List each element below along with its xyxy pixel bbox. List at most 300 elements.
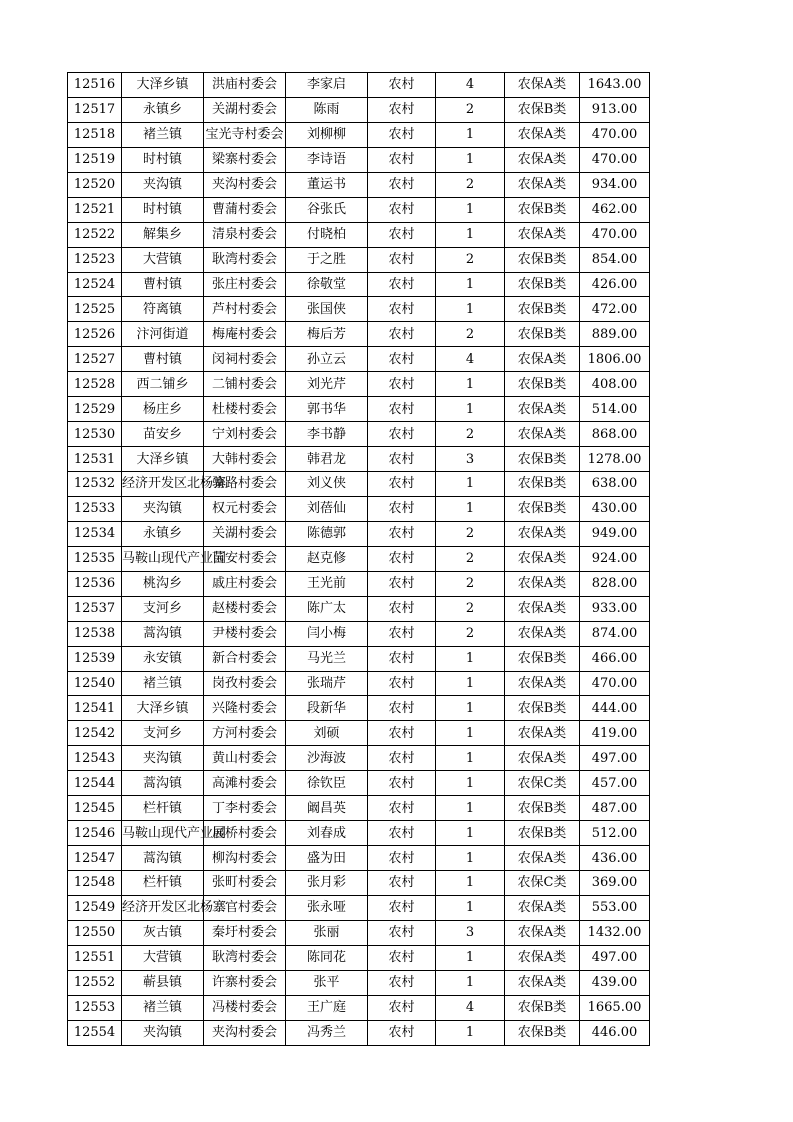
amount-cell: 828.00: [580, 571, 650, 596]
area-type-cell: 农村: [368, 73, 436, 98]
row-id-cell: 12553: [68, 995, 122, 1020]
person-name-cell: 李书静: [286, 422, 368, 447]
area-type-cell: 农村: [368, 1020, 436, 1045]
area-type-cell: 农村: [368, 147, 436, 172]
village-cell: 关湖村委会: [204, 521, 286, 546]
village-cell: 张町村委会: [204, 871, 286, 896]
table-row: [68, 970, 650, 995]
row-id-cell: 12532: [68, 472, 122, 497]
amount-cell: 462.00: [580, 197, 650, 222]
person-name-cell: 张丽: [286, 920, 368, 945]
town-cell: [122, 521, 204, 546]
table-row: [68, 796, 650, 821]
table-row: [68, 1020, 650, 1045]
table-row: [68, 721, 650, 746]
village-cell: 丁李村委会: [204, 796, 286, 821]
amount-cell: 1806.00: [580, 347, 650, 372]
area-type-cell: 农村: [368, 197, 436, 222]
town-cell: [122, 496, 204, 521]
town-cell: [122, 746, 204, 771]
household-count-cell: 1: [436, 671, 505, 696]
household-count-cell: 4: [436, 73, 505, 98]
amount-cell: 1278.00: [580, 447, 650, 472]
table-row: [68, 546, 650, 571]
village-cell: 清泉村委会: [204, 222, 286, 247]
person-name-cell: 郭书华: [286, 397, 368, 422]
village-cell: 许寨村委会: [204, 970, 286, 995]
row-id-cell: 12545: [68, 796, 122, 821]
town-cell: [122, 721, 204, 746]
table-row: [68, 172, 650, 197]
town-cell: [122, 422, 204, 447]
insurance-class-cell: 农保A类: [505, 970, 580, 995]
town-cell: [122, 297, 204, 322]
table-row: [68, 871, 650, 896]
row-id-cell: 12539: [68, 646, 122, 671]
town-cell: [122, 821, 227, 846]
person-name-cell: 于之胜: [286, 247, 368, 272]
row-id-cell: 12519: [68, 147, 122, 172]
amount-cell: 444.00: [580, 696, 650, 721]
table-row: [68, 846, 650, 871]
insurance-class-cell: 农保A类: [505, 422, 580, 447]
amount-cell: 924.00: [580, 546, 650, 571]
person-name-cell: 张平: [286, 970, 368, 995]
insurance-class-cell: 农保B类: [505, 1020, 580, 1045]
amount-cell: 439.00: [580, 970, 650, 995]
table-row: [68, 147, 650, 172]
amount-cell: 472.00: [580, 297, 650, 322]
village-cell: 方河村委会: [204, 721, 286, 746]
data-table: [67, 72, 650, 1046]
town-cell: [122, 596, 204, 621]
row-id-cell: 12524: [68, 272, 122, 297]
insurance-class-cell: 农保B类: [505, 247, 580, 272]
town-cell: [122, 1020, 204, 1045]
amount-cell: 408.00: [580, 372, 650, 397]
row-id-cell: 12547: [68, 846, 122, 871]
town-text: 汴河街道: [136, 326, 189, 342]
row-id-cell: 12525: [68, 297, 122, 322]
household-count-cell: 1: [436, 496, 505, 521]
row-id-cell: 12548: [68, 871, 122, 896]
town-text: 夹沟镇: [142, 1025, 182, 1041]
table-row: [68, 646, 650, 671]
area-type-cell: 农村: [368, 920, 436, 945]
person-name-cell: 冯秀兰: [286, 1020, 368, 1045]
area-type-cell: 农村: [368, 422, 436, 447]
insurance-class-cell: 农保A类: [505, 746, 580, 771]
town-cell: [122, 222, 204, 247]
town-text: 大泽乡镇: [136, 700, 189, 716]
town-cell: [122, 846, 204, 871]
area-type-cell: 农村: [368, 721, 436, 746]
area-type-cell: 农村: [368, 970, 436, 995]
household-count-cell: 2: [436, 596, 505, 621]
village-cell: 耿湾村委会: [204, 247, 286, 272]
insurance-class-cell: 农保A类: [505, 73, 580, 98]
area-type-cell: 农村: [368, 472, 436, 497]
person-name-cell: 李诗语: [286, 147, 368, 172]
household-count-cell: 1: [436, 197, 505, 222]
village-cell: 岗孜村委会: [204, 671, 286, 696]
village-cell: 黄山村委会: [204, 746, 286, 771]
insurance-class-cell: 农保B类: [505, 97, 580, 122]
town-text: 桃沟乡: [142, 576, 182, 592]
person-name-cell: 马光兰: [286, 646, 368, 671]
row-id-cell: 12530: [68, 422, 122, 447]
amount-cell: 913.00: [580, 97, 650, 122]
household-count-cell: 1: [436, 721, 505, 746]
town-cell: [122, 920, 204, 945]
table-row: [68, 596, 650, 621]
household-count-cell: 2: [436, 97, 505, 122]
village-cell: 宝光寺村委会: [204, 122, 286, 147]
town-cell: [122, 397, 204, 422]
area-type-cell: 农村: [368, 895, 436, 920]
amount-cell: 949.00: [580, 521, 650, 546]
insurance-class-cell: 农保A类: [505, 571, 580, 596]
row-id-cell: 12533: [68, 496, 122, 521]
row-id-cell: 12522: [68, 222, 122, 247]
household-count-cell: 2: [436, 546, 505, 571]
row-id-cell: 12544: [68, 771, 122, 796]
town-text: 大营镇: [142, 252, 182, 268]
household-count-cell: 2: [436, 247, 505, 272]
household-count-cell: 1: [436, 871, 505, 896]
household-count-cell: 1: [436, 846, 505, 871]
amount-cell: 470.00: [580, 147, 650, 172]
amount-cell: 430.00: [580, 496, 650, 521]
area-type-cell: 农村: [368, 297, 436, 322]
insurance-class-cell: 农保A类: [505, 397, 580, 422]
town-text: 夹沟镇: [142, 177, 182, 193]
town-text: 灰古镇: [142, 925, 182, 941]
area-type-cell: 农村: [368, 571, 436, 596]
row-id-cell: 12540: [68, 671, 122, 696]
town-cell: [122, 796, 204, 821]
town-cell: [122, 272, 204, 297]
person-name-cell: 刘义侠: [286, 472, 368, 497]
household-count-cell: 4: [436, 347, 505, 372]
insurance-class-cell: 农保A类: [505, 546, 580, 571]
row-id-cell: 12531: [68, 447, 122, 472]
household-count-cell: 2: [436, 621, 505, 646]
amount-cell: 436.00: [580, 846, 650, 871]
table-row: [68, 422, 650, 447]
person-name-cell: 李家启: [286, 73, 368, 98]
area-type-cell: 农村: [368, 247, 436, 272]
area-type-cell: 农村: [368, 646, 436, 671]
town-text: 褚兰镇: [142, 127, 182, 143]
person-name-cell: 沙海波: [286, 746, 368, 771]
person-name-cell: 王广庭: [286, 995, 368, 1020]
town-text: 褚兰镇: [142, 675, 182, 691]
table-row: [68, 197, 650, 222]
area-type-cell: 农村: [368, 372, 436, 397]
insurance-class-cell: 农保B类: [505, 995, 580, 1020]
town-text: 经济开发区北杨寨: [122, 900, 227, 916]
amount-cell: 426.00: [580, 272, 650, 297]
table-row: [68, 571, 650, 596]
table-row: [68, 945, 650, 970]
town-cell: [122, 621, 204, 646]
village-cell: 梁寨村委会: [204, 147, 286, 172]
insurance-class-cell: 农保A类: [505, 147, 580, 172]
row-id-cell: 12552: [68, 970, 122, 995]
person-name-cell: 陈德郭: [286, 521, 368, 546]
town-text: 蒿沟镇: [142, 850, 182, 866]
town-cell: [122, 372, 204, 397]
insurance-class-cell: 农保B类: [505, 372, 580, 397]
table-row: [68, 247, 650, 272]
town-cell: [122, 945, 204, 970]
town-text: 经济开发区北杨寨: [122, 476, 227, 492]
row-id-cell: 12521: [68, 197, 122, 222]
row-id-cell: 12529: [68, 397, 122, 422]
town-text: 曹村镇: [142, 276, 182, 292]
amount-cell: 512.00: [580, 821, 650, 846]
person-name-cell: 韩君龙: [286, 447, 368, 472]
person-name-cell: 赵克修: [286, 546, 368, 571]
village-cell: 芦村村委会: [204, 297, 286, 322]
village-cell: 耿湾村委会: [204, 945, 286, 970]
village-cell: 秦圩村委会: [204, 920, 286, 945]
village-cell: 戚庄村委会: [204, 571, 286, 596]
village-cell: 闵祠村委会: [204, 347, 286, 372]
village-cell: 柳沟村委会: [204, 846, 286, 871]
village-cell: 梅庵村委会: [204, 322, 286, 347]
row-id-cell: 12551: [68, 945, 122, 970]
row-id-cell: 12541: [68, 696, 122, 721]
amount-cell: 874.00: [580, 621, 650, 646]
household-count-cell: 3: [436, 447, 505, 472]
household-count-cell: 1: [436, 472, 505, 497]
insurance-class-cell: 农保A类: [505, 521, 580, 546]
area-type-cell: 农村: [368, 272, 436, 297]
row-id-cell: 12550: [68, 920, 122, 945]
insurance-class-cell: 农保B类: [505, 297, 580, 322]
person-name-cell: 张永哑: [286, 895, 368, 920]
amount-cell: 419.00: [580, 721, 650, 746]
row-id-cell: 12542: [68, 721, 122, 746]
town-text: 支河乡: [142, 601, 182, 617]
town-cell: [122, 172, 204, 197]
person-name-cell: 徐敬堂: [286, 272, 368, 297]
village-cell: 二铺村委会: [204, 372, 286, 397]
area-type-cell: 农村: [368, 172, 436, 197]
household-count-cell: 1: [436, 1020, 505, 1045]
table-row: [68, 447, 650, 472]
amount-cell: 854.00: [580, 247, 650, 272]
household-count-cell: 1: [436, 796, 505, 821]
table-row: [68, 372, 650, 397]
town-text: 蕲县镇: [142, 975, 182, 991]
amount-cell: 1643.00: [580, 73, 650, 98]
area-type-cell: 农村: [368, 771, 436, 796]
town-text: 苗安乡: [142, 426, 182, 442]
insurance-class-cell: 农保A类: [505, 671, 580, 696]
household-count-cell: 1: [436, 222, 505, 247]
row-id-cell: 12516: [68, 73, 122, 98]
person-name-cell: 徐钦臣: [286, 771, 368, 796]
village-cell: 赵楼村委会: [204, 596, 286, 621]
insurance-class-cell: 农保B类: [505, 821, 580, 846]
person-name-cell: 张月彩: [286, 871, 368, 896]
town-text: 大营镇: [142, 950, 182, 966]
town-text: 蒿沟镇: [142, 775, 182, 791]
town-cell: [122, 472, 227, 497]
town-text: 时村镇: [142, 152, 182, 168]
table-body: [68, 73, 650, 1046]
insurance-class-cell: 农保B类: [505, 447, 580, 472]
table-row: [68, 895, 650, 920]
insurance-class-cell: 农保A类: [505, 721, 580, 746]
village-cell: 宁刘村委会: [204, 422, 286, 447]
row-id-cell: 12520: [68, 172, 122, 197]
amount-cell: 497.00: [580, 945, 650, 970]
table-row: [68, 696, 650, 721]
table-row: [68, 746, 650, 771]
town-text: 大泽乡镇: [136, 451, 189, 467]
town-text: 栏杆镇: [142, 800, 182, 816]
amount-cell: 369.00: [580, 871, 650, 896]
insurance-class-cell: 农保B类: [505, 496, 580, 521]
amount-cell: 487.00: [580, 796, 650, 821]
insurance-class-cell: 农保B类: [505, 646, 580, 671]
amount-cell: 470.00: [580, 122, 650, 147]
row-id-cell: 12518: [68, 122, 122, 147]
insurance-class-cell: 农保B类: [505, 197, 580, 222]
household-count-cell: 2: [436, 521, 505, 546]
amount-cell: 1432.00: [580, 920, 650, 945]
town-cell: [122, 122, 204, 147]
town-cell: [122, 995, 204, 1020]
table-row: [68, 995, 650, 1020]
village-cell: 三官村委会: [204, 895, 286, 920]
insurance-class-cell: 农保A类: [505, 172, 580, 197]
village-cell: 高滩村委会: [204, 771, 286, 796]
insurance-class-cell: 农保A类: [505, 846, 580, 871]
town-cell: [122, 73, 204, 98]
town-cell: [122, 322, 204, 347]
area-type-cell: 农村: [368, 122, 436, 147]
amount-cell: 497.00: [580, 746, 650, 771]
area-type-cell: 农村: [368, 447, 436, 472]
row-id-cell: 12534: [68, 521, 122, 546]
village-cell: 张庄村委会: [204, 272, 286, 297]
amount-cell: 934.00: [580, 172, 650, 197]
town-cell: [122, 771, 204, 796]
household-count-cell: 1: [436, 771, 505, 796]
table-row: [68, 920, 650, 945]
person-name-cell: 盛为田: [286, 846, 368, 871]
area-type-cell: 农村: [368, 821, 436, 846]
area-type-cell: 农村: [368, 696, 436, 721]
person-name-cell: 付晓柏: [286, 222, 368, 247]
town-cell: [122, 247, 204, 272]
town-text: 符离镇: [142, 301, 182, 317]
person-name-cell: 刘柳柳: [286, 122, 368, 147]
insurance-class-cell: 农保A类: [505, 621, 580, 646]
town-cell: [122, 97, 204, 122]
household-count-cell: 1: [436, 970, 505, 995]
insurance-class-cell: 农保B类: [505, 272, 580, 297]
person-name-cell: 段新华: [286, 696, 368, 721]
town-text: 永镇乡: [142, 526, 182, 542]
village-cell: 杜楼村委会: [204, 397, 286, 422]
town-text: 马鞍山现代产业园: [122, 551, 227, 567]
person-name-cell: 张瑞芹: [286, 671, 368, 696]
amount-cell: 514.00: [580, 397, 650, 422]
area-type-cell: 农村: [368, 945, 436, 970]
row-id-cell: 12523: [68, 247, 122, 272]
table-row: [68, 297, 650, 322]
row-id-cell: 12528: [68, 372, 122, 397]
area-type-cell: 农村: [368, 222, 436, 247]
person-name-cell: 张国侠: [286, 297, 368, 322]
town-text: 马鞍山现代产业园: [122, 825, 227, 841]
town-cell: [122, 447, 204, 472]
amount-cell: 1665.00: [580, 995, 650, 1020]
person-name-cell: 梅后芳: [286, 322, 368, 347]
household-count-cell: 2: [436, 571, 505, 596]
insurance-class-cell: 农保A类: [505, 222, 580, 247]
town-text: 解集乡: [142, 227, 182, 243]
village-cell: 关湖村委会: [204, 97, 286, 122]
person-name-cell: 陈同花: [286, 945, 368, 970]
person-name-cell: 陈雨: [286, 97, 368, 122]
row-id-cell: 12554: [68, 1020, 122, 1045]
row-id-cell: 12526: [68, 322, 122, 347]
town-text: 杨庄乡: [142, 401, 182, 417]
amount-cell: 868.00: [580, 422, 650, 447]
area-type-cell: 农村: [368, 496, 436, 521]
household-count-cell: 3: [436, 920, 505, 945]
amount-cell: 933.00: [580, 596, 650, 621]
row-id-cell: 12543: [68, 746, 122, 771]
row-id-cell: 12546: [68, 821, 122, 846]
household-count-cell: 1: [436, 372, 505, 397]
area-type-cell: 农村: [368, 347, 436, 372]
town-text: 永安镇: [142, 651, 182, 667]
town-cell: [122, 871, 204, 896]
town-text: 夹沟镇: [142, 501, 182, 517]
table-row: [68, 222, 650, 247]
table-row: [68, 122, 650, 147]
village-cell: 新合村委会: [204, 646, 286, 671]
area-type-cell: 农村: [368, 97, 436, 122]
household-count-cell: 1: [436, 696, 505, 721]
insurance-class-cell: 农保C类: [505, 771, 580, 796]
village-cell: 夹沟村委会: [204, 172, 286, 197]
table-row: [68, 97, 650, 122]
amount-cell: 470.00: [580, 222, 650, 247]
town-cell: [122, 895, 227, 920]
household-count-cell: 1: [436, 746, 505, 771]
insurance-class-cell: 农保A类: [505, 945, 580, 970]
table-row: [68, 272, 650, 297]
area-type-cell: 农村: [368, 746, 436, 771]
area-type-cell: 农村: [368, 871, 436, 896]
table-row: [68, 496, 650, 521]
household-count-cell: 1: [436, 821, 505, 846]
household-count-cell: 2: [436, 322, 505, 347]
row-id-cell: 12517: [68, 97, 122, 122]
row-id-cell: 12535: [68, 546, 122, 571]
amount-cell: 553.00: [580, 895, 650, 920]
insurance-class-cell: 农保A类: [505, 122, 580, 147]
